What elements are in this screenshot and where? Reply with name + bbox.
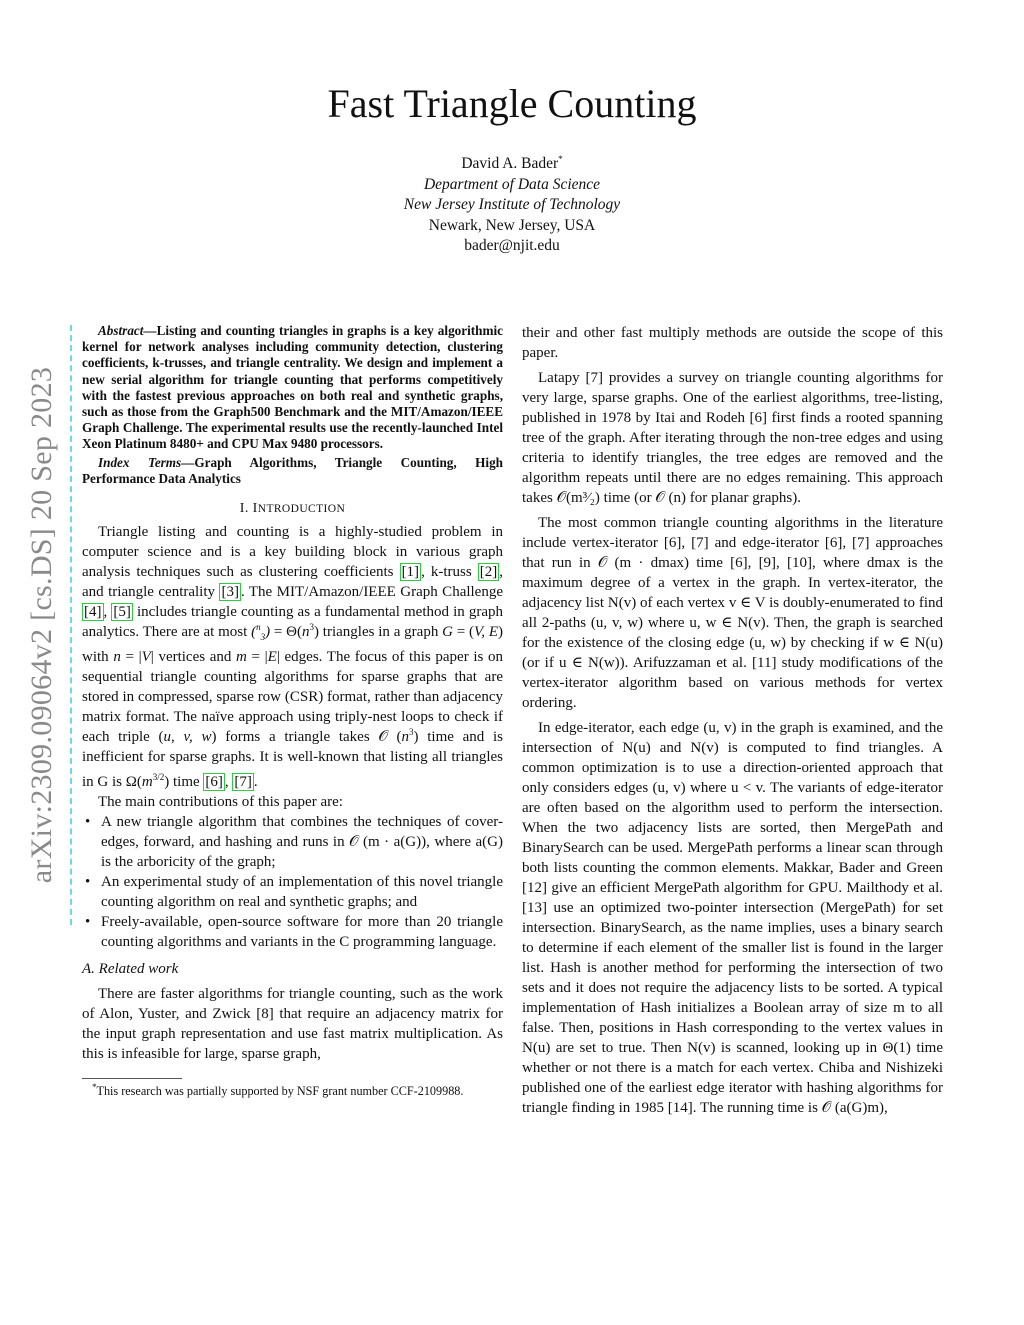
right-column [522,323,943,1118]
section-number: I. [239,501,249,517]
author-footnote-mark: * [558,153,563,164]
author-institution: New Jersey Institute of Technology [403,196,621,213]
contributions-list [82,812,503,952]
author-block [0,154,1024,257]
subsection-heading-related-work [82,959,503,979]
footnote-rule [82,1078,182,1079]
index-terms-text: Graph Algorithms, Triangle Counting, High Performance Data Analytics [82,454,503,486]
subsection-title: Related work [98,961,179,978]
footnote [82,1081,503,1099]
author-email: bader@njit.edu [464,237,560,254]
body-paragraph: their and other fast multiply methods are outside the scope of this paper. [522,325,943,361]
intro-paragraph: Triangle listing and counting is a highly-studied problem in computer science and is a key building block in various graph analysis techniques such as clustering coefficients [1] , k-truss [2] , and triangle centrality [3] . The MIT/Amazon/IEEE Graph Challenge [4] , [5] includes triangle counting as a fundamental method in graph analytics. There are at most $(^n_3) = \Theta(n^3)$ triangles in a graph G = (V, E) with n = |V| vertices and m = |E| edges. The focus of this paper is on sequential triangle counting algorithms for sparse graphs that are stored in compressed, sparse row (CSR) format, rather than adjacency matrix format. The naïve approach using triply-nest loops to check if each triple (u, v, w) forms a triangle takes 𝒪 $(n^3)$ time and is inefficient for sparse graphs. It is well-known that listing all triangles in G is $\Omega(m^{3/2})$ time [6] , [7] . [82,524,504,791]
body-paragraph: Latapy [7] provides a survey on triangle counting algorithms for very large, sparse graphs. One of the earliest algorithms, tree-listing, published in 1978 by Itai and Rodeh [6] first finds a rooted spanning tree of the graph. After iterating through the non-tree edges and using criteria to identify triangles, the tree edges are removed and the algorithm repeats until there are no edges remaining. This approach takes 𝒪(m³⁄₂) time (or 𝒪 (n) for planar graphs). [522,370,943,506]
author-name: David A. Bader [461,155,559,172]
related-work-paragraph: There are faster algorithms for triangle counting, such as the work of Alon, Yuster, and Zwick [8] that require an adjacency matrix for the input graph representation and use fast matrix multiplication. As this is infeasible for large, sparse graph, [82,986,503,1063]
contribution-item: • A new triangle algorithm that combines the techniques of cover-edges, forward, and hashing and runs in 𝒪 (m · a(G)), where a(G) is the arboricity of the graph; [101,812,503,872]
body-paragraph: In edge-iterator, each edge (u, v) in the graph is examined, and the intersection of N(u) and N(v) is computed to find triangles. A common optimization is to use a direction-oriented approach that only considers edges (u, v) where u < v. The variants of edge-iterator are often based on the algorithm used to perform the intersection. When the two adjacency lists are sorted, then MergePath and BinarySearch can be used. MergePath performs a linear scan through both lists counting the common elements. Makkar, Bader and Green [12] give an efficient MergePath algorithm for GPU. Mailthody et al. [13] use an optimized two-pointer intersection (MergePath) for set intersection. BinarySearch, as the name implies, uses a binary search to determine if each element of the smaller list is found in the larger list. Hash is another method for performing the intersection of two sets and it does not require the adjacency lists to be sorted. A typical implementation of Hash initializes a Boolean array of size m to all false. Then, positions in Hash corresponding to the vertex values in N(u) are set to true. Then N(v) is scanned, looking up in Θ(1) time whether or not there is a match for each vertex. Chiba and Nishizeki published one of the earliest edge iterator with hashing algorithms for triangle finding in 1985 [14]. The running time is 𝒪 (a(G)m), [522,720,943,1116]
author-location: Newark, New Jersey, USA [428,216,596,234]
section-title-rest: NTRODUCTION [257,503,346,516]
contribution-item: • Freely-available, open-source software for more than 20 triangle counting algorithms and variants in the C programming language. [101,912,503,952]
section-heading-introduction [82,499,503,519]
abstract [82,323,503,453]
paper-title: Fast Triangle Counting [327,81,697,126]
index-terms-label: Index Terms— [98,454,195,470]
left-column [82,323,503,1099]
index-terms [82,455,503,487]
body-paragraph: The most common triangle counting algorithms in the literature include vertex-iterator [6], [7] and edge-iterator [6], [7] approaches that run in 𝒪 (m · dmax) time [6], [9], [10], where dmax is the maximum degree of a vertex in the graph. In vertex-iterator, the adjacency list N(v) of each vertex v ∈ V is doubly-enumerated to find all 2-paths (u, v, w) where u, w ∈ N(v). Then, the graph is searched for the existence of the closing edge (u, w) by checking if w ∈ N(u) (or if u ∈ N(w)). Arifuzzaman et al. [11] study modifications of the vertex-iterator algorithm based on various methods for vertex ordering. [522,515,943,711]
arxiv-identifier: arXiv:2309.09064v2 [cs.DS] 20 Sep 2023 [25,366,58,884]
contribution-item: • An experimental study of an implementation of this novel triangle counting algorithm on real and synthetic graphs; and [101,872,503,912]
footnote-text: This research was partially supported by NSF grant number CCF-2109988. [96,1084,464,1099]
abstract-label: Abstract— [98,323,157,338]
contributions-intro: The main contributions of this paper are: [98,794,343,811]
author-name-line [0,154,1024,175]
author-department: Department of Data Science [423,175,601,193]
abstract-text: Listing and counting triangles in graphs is a key algorithmic kernel for network analyses including community detection, clustering coefficients, k-trusses, and triangle centrality. We design and implement a new serial algorithm for triangle counting that performs competitively with the fastest previous approaches on both real and synthetic graphs, such as those from the Graph500 Benchmark and the MIT/Amazon/IEEE Graph Challenge. The experimental results use the recently-launched Intel Xeon Platinum 8480+ and CPU Max 9480 processors. [82,323,503,452]
section-title-initial: I [252,501,258,517]
footnote-mark: * [92,1081,97,1092]
subsection-label: A. [82,961,95,978]
